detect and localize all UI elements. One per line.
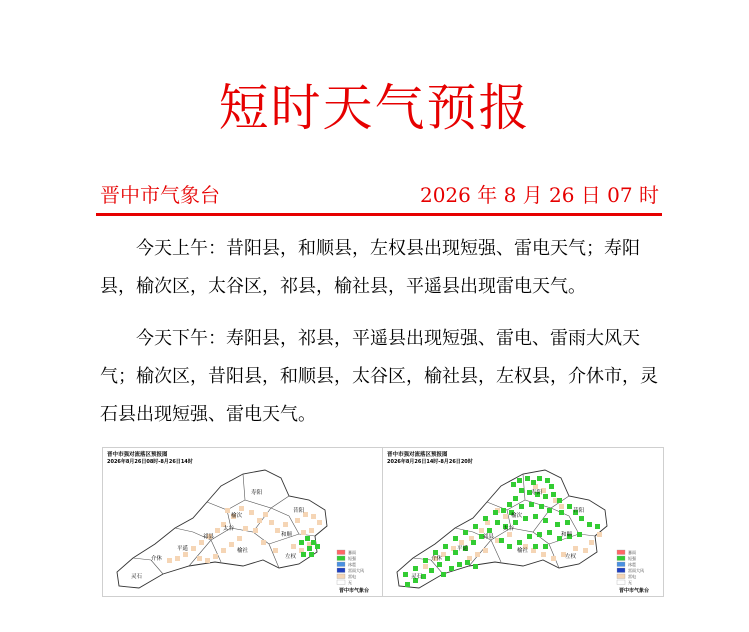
county-label: 和顺 [561,532,573,538]
short-intense-cell [513,520,518,525]
county-label: 平遥 [457,546,469,552]
thunder-cell [229,542,234,547]
county-label: 太谷 [503,526,515,532]
short-intense-cell [555,522,560,527]
short-intense-cell [543,494,548,499]
thunder-cell [273,548,278,553]
short-intense-cell [547,508,552,513]
thunder-cell [225,508,230,513]
issue-date: 2026 年 8 月 26 日 07 时 [419,183,659,207]
short-intense-cell [539,504,544,509]
short-intense-cell [441,572,446,577]
short-intense-cell [517,540,522,545]
short-intense-cell [487,528,492,533]
thunder-cell [283,522,288,527]
morning-forecast: 今天上午：昔阳县，和顺县，左权县出现短强、雷电天气；寿阳县，榆次区，太谷区，祁县，榆社县，平遥县出现雷电天气。 [100,238,640,297]
short-intense-cell [519,504,524,509]
legend-label: 暴雨 [628,550,636,555]
short-intense-cell [301,552,306,557]
short-intense-cell [547,530,552,535]
legend-label: 无 [348,580,352,585]
thunder-cell [197,556,202,561]
map-title: 晋中市强对流落区预报图 [387,452,448,458]
legend-label: 雷电 [628,574,636,579]
legend-swatch [337,574,345,579]
short-intense-cell [507,544,512,549]
short-intense-cell [315,544,320,549]
thunder-cell [291,544,296,549]
legend-swatch [617,580,625,585]
thunder-cell [301,530,306,535]
short-intense-cell [473,564,478,569]
short-intense-cell [517,478,522,483]
short-intense-cell [471,540,476,545]
thunder-cell [239,506,244,511]
short-intense-cell [595,524,600,529]
thunder-cell [183,552,188,557]
short-intense-cell [525,476,530,481]
county-label: 灵石 [131,574,143,580]
thunder-cell [221,548,226,553]
legend-swatch [337,580,345,585]
thunder-cell [503,514,508,519]
short-intense-cell [305,536,310,541]
county-label: 灵石 [411,574,423,580]
thunder-cell [309,528,314,533]
thunder-cell [589,540,594,545]
short-intense-cell [587,522,592,527]
map-footer: 晋中市气象台 [619,588,650,594]
short-intense-cell [537,476,542,481]
legend-swatch [617,562,625,567]
thunder-cell [199,540,204,545]
thunder-cell [237,536,242,541]
short-intense-cell [403,572,408,577]
thunder-cell [269,520,274,525]
county-label: 榆社 [517,548,529,554]
county-label: 昔阳 [293,508,305,514]
thunder-cell [475,552,480,557]
header-divider [96,213,662,216]
thunder-cell [257,518,262,523]
short-intense-cell [493,510,498,515]
thunder-cell [597,532,602,537]
thunder-cell [551,556,556,561]
county-label: 太谷 [223,526,235,532]
thunder-cell [559,504,564,509]
legend-label: 雷雨大风 [628,568,644,573]
thunder-cell [263,512,268,517]
thunder-cell [261,540,266,545]
short-intense-cell [449,566,454,571]
county-label: 榆次 [231,513,243,519]
thunder-cell [573,546,578,551]
short-intense-cell [531,480,536,485]
issuing-org: 晋中市气象台 [100,183,220,207]
short-intense-cell [513,496,518,501]
thunder-cell [507,532,512,537]
thunder-cell [243,526,248,531]
forecast-map-morning [102,447,384,597]
legend-swatch [337,556,345,561]
thunder-cell [175,556,180,561]
short-intense-cell [463,530,468,535]
map-legend [337,549,364,585]
short-intense-cell [443,544,448,549]
thunder-cell [423,564,428,569]
county-label: 昔阳 [573,508,585,514]
short-intense-cell [309,552,314,557]
legend-swatch [617,574,625,579]
short-intense-cell [299,540,304,545]
short-intense-cell [453,536,458,541]
map-region [397,470,607,588]
thunder-cell [191,546,196,551]
county-label: 祁县 [203,534,215,540]
short-intense-cell [405,582,410,587]
county-label: 寿阳 [251,490,263,496]
map-footer: 晋中市气象台 [339,588,370,594]
thunder-cell [275,528,280,533]
thunder-cell [295,518,300,523]
legend-swatch [337,568,345,573]
short-intense-cell [523,516,528,521]
thunder-cell [215,528,220,533]
short-intense-cell [545,478,550,483]
short-intense-cell [533,514,538,519]
short-intense-cell [507,502,512,507]
thunder-cell [249,510,254,515]
short-intense-cell [457,562,462,567]
short-intense-cell [551,492,556,497]
thunder-cell [483,548,488,553]
short-intense-cell [423,558,428,563]
thunder-cell [459,540,464,545]
short-intense-cell [501,508,506,513]
short-intense-cell [565,520,570,525]
county-label: 榆次 [511,513,523,519]
county-label: 寿阳 [531,490,543,496]
afternoon-forecast: 今天下午：寿阳县，祁县，平遥县出现短强、雷电、雷雨大风天气；榆次区，昔阳县，和顺县，太谷区，榆社县，左权县，介休市，灵石县出现短强、雷电天气。 [100,328,658,425]
legend-swatch [617,568,625,573]
short-intense-cell [519,488,524,493]
thunder-cell [213,554,218,559]
short-intense-cell [533,544,538,549]
short-intense-cell [307,546,312,551]
short-intense-cell [537,532,542,537]
city-outline [117,470,327,588]
short-intense-cell [465,560,470,565]
county-label: 榆社 [237,548,249,554]
thunder-cell [583,548,588,553]
legend-label: 无 [628,580,632,585]
legend-swatch [617,550,625,555]
county-label: 介休 [431,556,443,562]
county-label: 和顺 [281,532,293,538]
page-title: 短时天气预报 [218,79,531,137]
thunder-cell [317,520,322,525]
short-intense-cell [557,498,562,503]
map-title: 晋中市强对流落区预报图 [107,452,168,458]
map-region [117,470,327,588]
map-period: 2026年8月26日14时-8月26日20时 [387,459,473,465]
thunder-cell [253,528,258,533]
county-label: 左权 [565,554,577,560]
short-intense-cell [437,562,442,567]
short-intense-cell [527,534,532,539]
short-intense-cell [549,484,554,489]
short-intense-cell [579,516,584,521]
short-intense-cell [483,516,488,521]
county-label: 祁县 [483,534,495,540]
legend-label: 冰雹 [628,562,636,567]
county-label: 平遥 [177,546,189,552]
short-intense-cell [495,520,500,525]
short-intense-cell [567,504,572,509]
short-intense-cell [511,482,516,487]
short-intense-cell [429,568,434,573]
short-intense-cell [445,556,450,561]
legend-swatch [337,550,345,555]
short-intense-cell [473,524,478,529]
thunder-cell [479,528,484,533]
thunder-cell [311,514,316,519]
short-intense-cell [529,502,534,507]
short-intense-cell [543,518,548,523]
short-intense-cell [499,538,504,543]
short-intense-cell [577,532,582,537]
thunder-cell [205,558,210,563]
thunder-cell [167,558,172,563]
short-intense-cell [413,566,418,571]
legend-label: 短强 [348,556,356,561]
legend-label: 短强 [628,556,636,561]
city-outline [397,470,607,588]
short-intense-cell [559,510,564,515]
short-intense-cell [543,544,548,549]
forecast-map-afternoon [382,447,664,597]
legend-label: 雷电 [348,574,356,579]
legend-label: 冰雹 [348,562,356,567]
legend-label: 暴雨 [348,550,356,555]
thunder-cell [541,552,546,557]
legend-swatch [337,562,345,567]
legend-label: 雷雨大风 [348,568,364,573]
map-legend [617,549,644,585]
map-period: 2026年8月26日08时-8月26日14时 [107,459,193,465]
county-label: 介休 [151,556,163,562]
legend-swatch [617,556,625,561]
county-label: 左权 [285,554,297,560]
short-intense-cell [433,550,438,555]
